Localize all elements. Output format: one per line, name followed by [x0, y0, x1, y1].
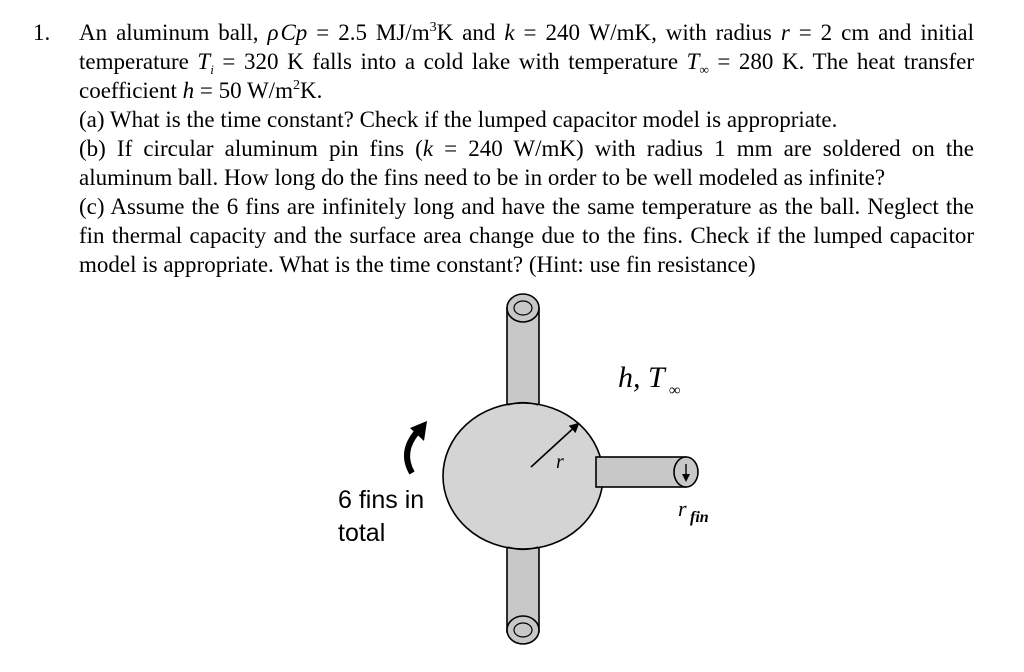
- fins-count-label-line2: total: [338, 519, 386, 547]
- intro-text-6: = 320 K falls into a cold lake with temperature: [213, 49, 687, 74]
- h-tinf-subscript: ∞: [669, 382, 681, 399]
- intro-text-2: = 2.5 MJ/m: [307, 20, 430, 45]
- r-symbol: r: [780, 20, 790, 45]
- problem-number: 1.: [33, 20, 51, 45]
- rho-symbol: ρ: [267, 20, 279, 45]
- h-tinf-label: h, T: [618, 361, 665, 394]
- radius-label: r: [556, 451, 564, 473]
- intro-text-3: K and: [436, 20, 505, 45]
- fins-count-label-line1: 6 fins in: [338, 486, 425, 514]
- intro-text-1: An aluminum ball,: [79, 20, 268, 45]
- tinf-subscript: ∞: [699, 62, 709, 77]
- right-fin: [596, 457, 698, 487]
- intro-text-7: = 280 K. The heat transfer coefficient: [79, 49, 975, 103]
- tinf-symbol: T: [686, 49, 700, 74]
- superscript-3: 3: [429, 20, 437, 35]
- top-fin: [507, 294, 539, 412]
- part-a: (a) What is the time constant? Check if the lumped capacitor model is appropriate.: [79, 107, 838, 132]
- h-symbol: h: [182, 78, 195, 103]
- bottom-fin: [507, 540, 539, 644]
- superscript-2: 2: [292, 78, 300, 93]
- aluminum-ball: [443, 403, 603, 549]
- part-b-k-symbol: k: [422, 136, 434, 161]
- intro-text-9: K.: [299, 78, 323, 103]
- rotation-arrow-icon: [407, 421, 427, 473]
- rfin-label: r: [678, 496, 687, 521]
- intro-text-4: = 240 W/mK, with radius: [514, 20, 781, 45]
- intro-text-8: = 50 W/m: [194, 78, 293, 103]
- part-b-text-1: (b) If circular aluminum pin fins (: [79, 136, 423, 161]
- cp-symbol: Cp: [280, 20, 308, 45]
- ti-subscript: i: [210, 62, 214, 77]
- rfin-subscript: fin: [690, 509, 709, 526]
- k-symbol: k: [504, 20, 515, 45]
- part-b-text-2: = 240 W/mK) with radius 1 mm are soldered on the aluminum ball. How long do the fins need to be in order to be well modeled as infinite?: [79, 136, 974, 190]
- ti-symbol: T: [197, 49, 211, 74]
- part-c: (c) Assume the 6 fins are infinitely long and have the same temperature as the ball. Neglect the fin thermal capacity and the surface area change due to the fins. Check if the lumped capacitor model is appropriate. What is the time constant? (Hint: use fin resistance): [79, 194, 974, 277]
- intro-text-5: = 2 cm and initial temperature: [79, 20, 975, 74]
